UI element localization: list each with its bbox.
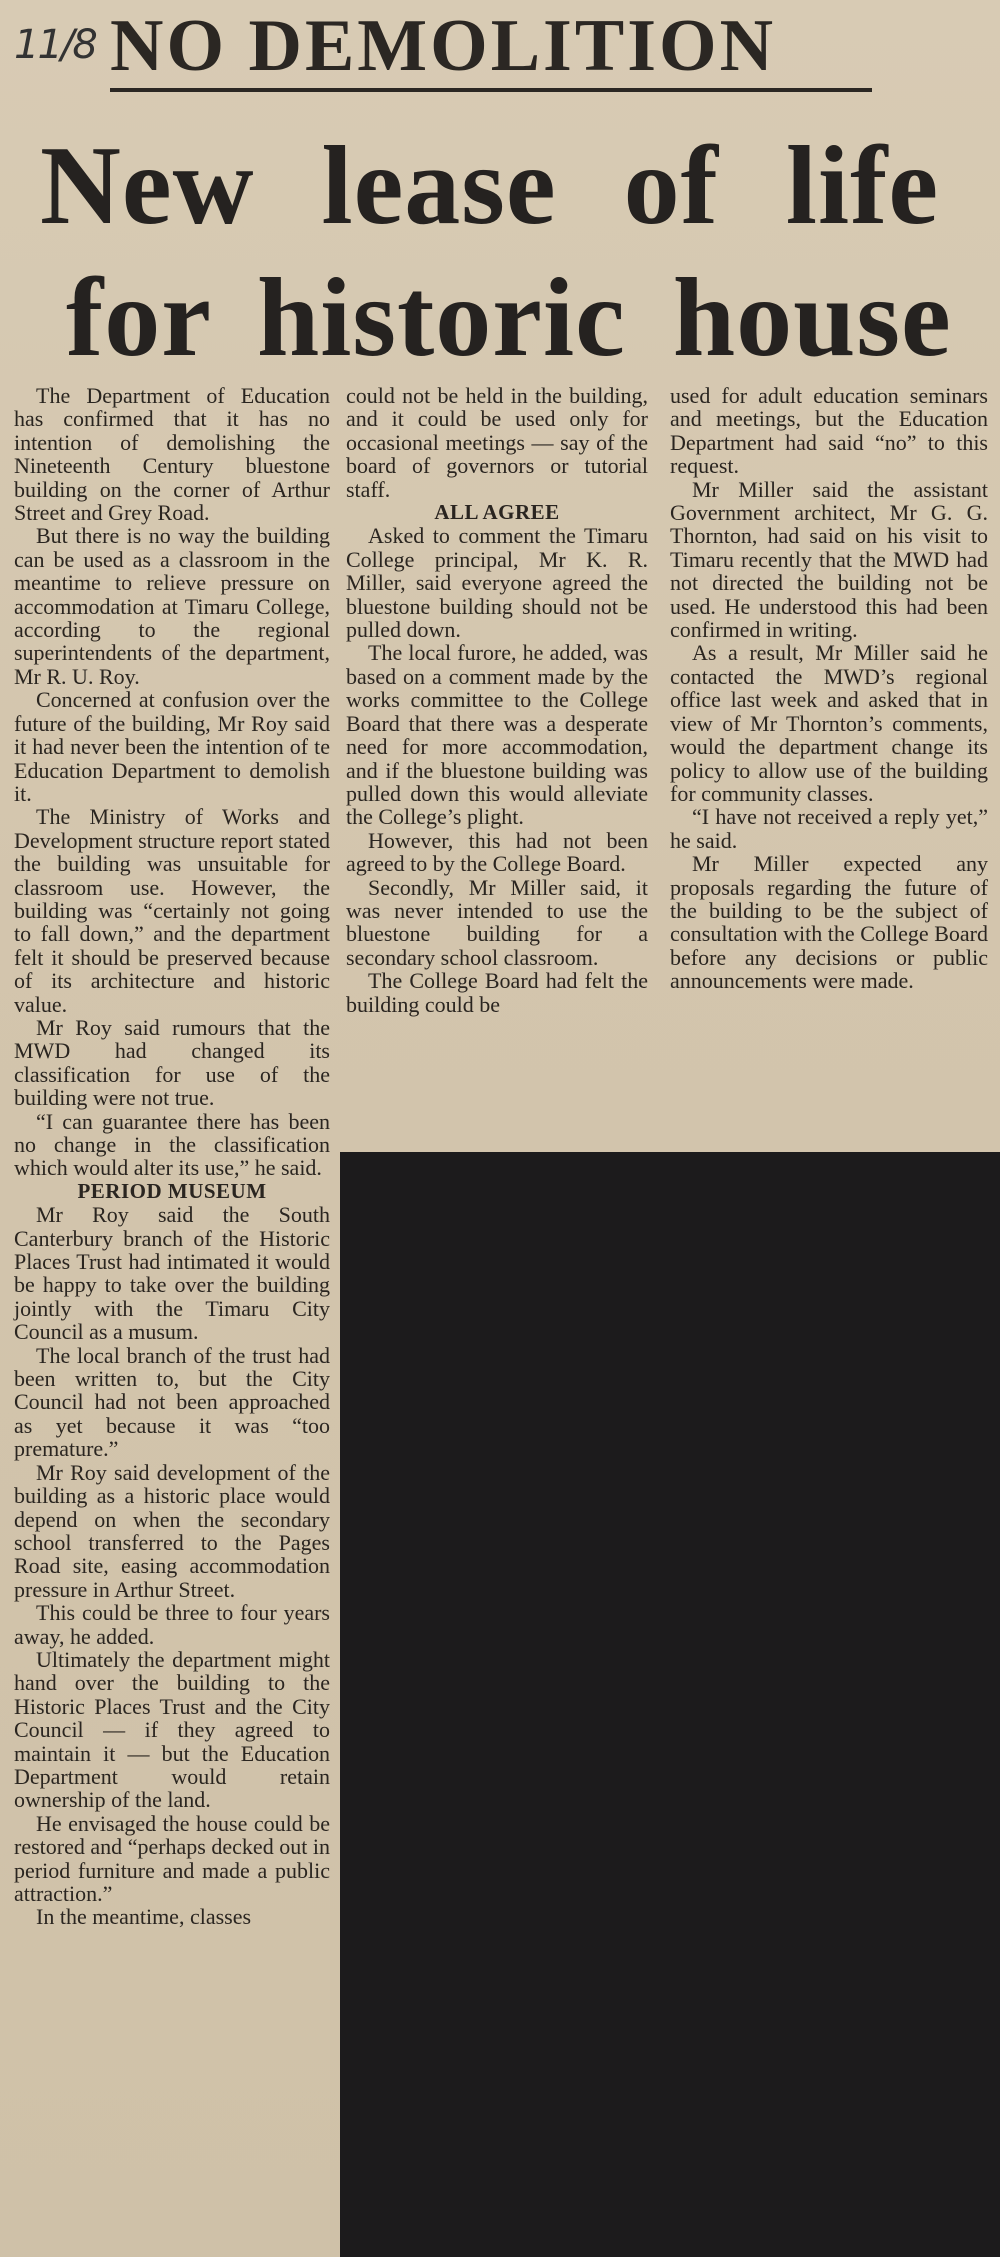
- paragraph: The College Board had felt the building could be: [346, 968, 648, 1017]
- paragraph: Asked to comment the Timaru College principal, Mr K. R. Miller, said everyone agreed the bluestone building should not be pulled down.: [346, 523, 648, 643]
- kicker-underline: [110, 88, 872, 92]
- dark-backing-area: [340, 1152, 1000, 2257]
- paragraph: Ultimately the department might hand over the building to the Historic Places Trust and the City Council — if they agreed to maintain it — but the Education Department would retain ownership of the land.: [14, 1646, 330, 1813]
- paragraph: used for adult education seminars and meetings, but the Education Department had said “no” to this request.: [670, 383, 988, 479]
- paragraph: “I can guarantee there has been no change in the classification which would alter its use,” he said.: [14, 1108, 330, 1181]
- paragraph: He envisaged the house could be restored and “perhaps decked out in period furniture and made a public attraction.”: [14, 1810, 330, 1906]
- paragraph: However, this had not been agreed to by the College Board.: [346, 827, 648, 877]
- paragraph: Concerned at confusion over the future of the building, Mr Roy said it had never been the intention of te Education Department to demolish it.: [14, 687, 330, 806]
- paragraph: Mr Miller expected any proposals regarding the future of the building to be the subject of consultation with the College Board before any decisions or public announcements were made.: [670, 851, 988, 994]
- headline-line-1: New lease of life: [40, 124, 940, 248]
- handwritten-date-note: 11/8: [14, 22, 96, 68]
- paragraph: The Ministry of Works and Development structure report stated the building was unsuitable for classroom use. However, the building was “certainly not going to fall down,” and the department felt it should be preserved because of its architecture and historic value.: [14, 804, 330, 1017]
- paragraph: The Department of Education has confirmed that it has no intention of demolishing the Nineteenth Century bluestone building on the corner of Arthur Street and Grey Road.: [14, 383, 330, 526]
- article-column-2: [346, 384, 648, 1016]
- paragraph: “I have not received a reply yet,” he said.: [670, 804, 988, 853]
- paragraph: Secondly, Mr Miller said, it was never intended to use the bluestone building for a secondary school classroom.: [346, 874, 648, 970]
- article-column-3: [670, 384, 988, 993]
- paragraph: Mr Miller said the assistant Government architect, Mr G. G. Thornton, had said on his visit to Timaru recently that the MWD had not directed the building not be used. He understood this had been confirmed in writing.: [670, 476, 988, 643]
- paragraph: Mr Roy said rumours that the MWD had changed its classification for use of the building were not true.: [14, 1014, 330, 1111]
- subheading: ALL AGREE: [434, 500, 560, 525]
- headline-line-2: for historic house: [66, 256, 952, 380]
- paragraph: Mr Roy said development of the building as a historic place would depend on when the secondary school transferred to the Pages Road site, easing accommodation pressure in Arthur Street.: [14, 1459, 330, 1602]
- paragraph: The local branch of the trust had been written to, but the City Council had not been approached as yet because it was “too premature.”: [14, 1342, 330, 1462]
- paragraph: The local furore, he added, was based on a comment made by the works committee to the College Board that there was a desperate need for more accommodation, and if the bluestone building was pulled down this would alleviate the College’s plight.: [346, 640, 648, 830]
- paragraph: But there is no way the building can be used as a classroom in the meantime to relieve pressure on accommodation at Timaru College, according to the regional superintendents of the department, Mr R. U. Roy.: [14, 523, 330, 689]
- subheading: PERIOD MUSEUM: [77, 1178, 267, 1203]
- paragraph: This could be three to four years away, he added.: [14, 1600, 330, 1649]
- paragraph: could not be held in the building, and it could be used only for occasional meetings — say of the board of governors or tutorial staff.: [346, 383, 648, 502]
- article-column-1: [14, 384, 330, 1929]
- paragraph: In the meantime, classes: [36, 1904, 252, 1930]
- headline: [40, 120, 980, 384]
- kicker-heading: NO DEMOLITION: [110, 5, 777, 87]
- paragraph: Mr Roy said the South Canterbury branch of the Historic Places Trust had intimated it would be happy to take over the building jointly with the Timaru City Council as a musum.: [14, 1202, 330, 1345]
- paragraph: As a result, Mr Miller said he contacted the MWD’s regional office last week and asked that in view of Mr Thornton’s comments, would the department change its policy to allow use of the building for community classes.: [670, 640, 988, 806]
